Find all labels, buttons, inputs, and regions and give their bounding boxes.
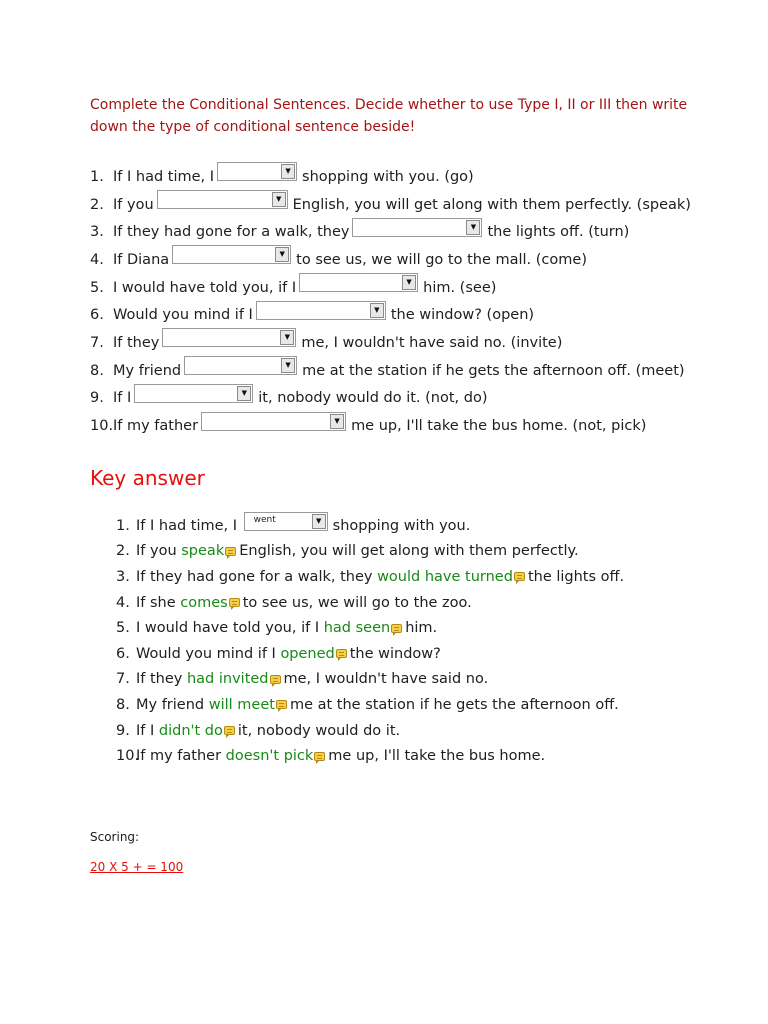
question-after-text: me up, I'll take the bus home. (not, pick)	[351, 418, 647, 435]
dropdown-selected-value: went	[253, 514, 276, 525]
answer-number: 4.	[116, 594, 130, 611]
answer-item	[116, 692, 624, 718]
answer-after-text: English, you will get along with them perfectly.	[239, 543, 579, 560]
question-item	[90, 218, 691, 246]
questions-list	[90, 163, 691, 440]
question-before-text: If I had time, I	[113, 168, 215, 185]
answer-dropdown[interactable]	[134, 384, 253, 403]
chevron-down-icon[interactable]: ▼	[402, 275, 416, 290]
question-number: 9.	[90, 390, 104, 407]
answer-after-text: me, I wouldn't have said no.	[283, 671, 489, 688]
answer-item	[116, 743, 624, 769]
answer-dropdown[interactable]	[157, 190, 288, 209]
chevron-down-icon[interactable]: ▼	[280, 330, 294, 345]
question-text	[113, 335, 562, 351]
answer-item	[116, 667, 624, 693]
question-after-text: me, I wouldn't have said no. (invite)	[301, 334, 563, 351]
question-item	[90, 274, 691, 302]
answer-number: 3.	[116, 568, 130, 585]
question-before-text: If I	[113, 390, 132, 407]
question-item	[90, 191, 691, 219]
question-number: 10.	[90, 418, 114, 435]
question-item	[90, 329, 691, 357]
comment-bubble-icon[interactable]	[391, 624, 402, 633]
answer-dropdown[interactable]	[201, 412, 346, 431]
scoring-value: 20 X 5 + = 100	[90, 860, 184, 874]
question-after-text: to see us, we will go to the mall. (come)	[296, 251, 587, 268]
scoring-label: Scoring:	[90, 830, 140, 844]
question-before-text: Would you mind if I	[113, 307, 253, 324]
answer-after-text: him.	[405, 620, 438, 637]
answer-word: would have turned	[377, 568, 513, 585]
question-text	[113, 224, 629, 240]
answer-number: 5.	[116, 620, 130, 637]
question-text	[113, 363, 685, 379]
question-text	[113, 307, 534, 323]
chevron-down-icon[interactable]: ▼	[312, 514, 326, 529]
question-item	[90, 357, 691, 385]
answer-word: didn't do	[158, 722, 223, 739]
comment-bubble-icon[interactable]	[229, 598, 240, 607]
answer-after-text: the window?	[349, 645, 441, 662]
answer-dropdown[interactable]	[162, 328, 296, 347]
answer-after-text: me at the station if he gets the afternoon off.	[289, 696, 619, 713]
chevron-down-icon[interactable]: ▼	[370, 303, 384, 318]
instructions-text: Complete the Conditional Sentences. Decide whether to use Type I, II or III then write down the type of conditional sentence beside!	[90, 97, 688, 135]
answer-after-text: me up, I'll take the bus home.	[328, 748, 546, 765]
answer-dropdown[interactable]	[352, 218, 482, 237]
answer-before-text: If you	[136, 543, 177, 560]
answer-word: had seen	[323, 620, 391, 637]
answer-after-text: to see us, we will go to the zoo.	[242, 594, 472, 611]
answer-dropdown[interactable]	[244, 512, 328, 531]
question-text	[113, 197, 691, 213]
answer-word: had invited	[186, 671, 269, 688]
question-number: 6.	[90, 307, 104, 324]
question-after-text: the window? (open)	[390, 307, 535, 324]
answers-list	[116, 513, 624, 769]
comment-bubble-icon[interactable]	[276, 700, 287, 709]
question-text	[113, 390, 487, 406]
answer-before-text: If I	[136, 722, 155, 739]
answer-number: 2.	[116, 543, 130, 560]
answer-before-text: If my father	[136, 748, 222, 765]
question-text	[113, 280, 496, 296]
chevron-down-icon[interactable]: ▼	[281, 358, 295, 373]
question-after-text: me at the station if he gets the afternoon off. (meet)	[302, 362, 685, 379]
answer-item	[116, 539, 624, 565]
comment-bubble-icon[interactable]	[225, 547, 236, 556]
question-number: 8.	[90, 362, 104, 379]
answer-after-text: shopping with you.	[332, 517, 471, 534]
answer-before-text: I would have told you, if I	[136, 620, 320, 637]
question-item	[90, 246, 691, 274]
question-item	[90, 163, 691, 191]
chevron-down-icon[interactable]: ▼	[272, 192, 286, 207]
answer-before-text: If I had time, I	[136, 517, 238, 534]
answer-dropdown[interactable]	[299, 273, 418, 292]
answer-after-text: it, nobody would do it.	[237, 722, 401, 739]
answer-word: doesn't pick	[225, 748, 314, 765]
answer-dropdown[interactable]	[184, 356, 297, 375]
answer-number: 9.	[116, 722, 130, 739]
answer-after-text: the lights off.	[527, 568, 625, 585]
key-answer-heading: Key answer	[90, 466, 205, 490]
answer-item	[116, 718, 624, 744]
question-before-text: If they had gone for a walk, they	[113, 224, 350, 241]
answer-item	[116, 564, 624, 590]
answer-item	[116, 615, 624, 641]
question-text	[113, 252, 587, 268]
question-before-text: If my father	[113, 418, 199, 435]
question-number: 1.	[90, 168, 104, 185]
question-after-text: shopping with you. (go)	[302, 168, 474, 185]
answer-number: 7.	[116, 671, 130, 688]
question-before-text: My friend	[113, 362, 182, 379]
question-before-text: If Diana	[113, 251, 170, 268]
answer-number: 10.	[116, 748, 140, 765]
answer-item	[116, 590, 624, 616]
question-after-text: it, nobody would do it. (not, do)	[258, 390, 488, 407]
comment-bubble-icon[interactable]	[224, 726, 235, 735]
question-number: 7.	[90, 334, 104, 351]
comment-bubble-icon[interactable]	[336, 649, 347, 658]
chevron-down-icon[interactable]: ▼	[466, 220, 480, 235]
question-item	[90, 301, 691, 329]
answer-before-text: If she	[136, 594, 176, 611]
question-before-text: If they	[113, 334, 160, 351]
answer-number: 6.	[116, 645, 130, 662]
question-number: 4.	[90, 251, 104, 268]
question-after-text: the lights off. (turn)	[487, 224, 630, 241]
answer-word: opened	[280, 645, 335, 662]
answer-word: comes	[180, 594, 228, 611]
question-text	[113, 418, 646, 434]
question-before-text: I would have told you, if I	[113, 279, 297, 296]
chevron-down-icon[interactable]: ▼	[330, 414, 344, 429]
answer-item	[116, 641, 624, 667]
comment-bubble-icon[interactable]	[270, 675, 281, 684]
question-item	[90, 412, 691, 440]
answer-item	[116, 513, 624, 539]
question-number: 5.	[90, 279, 104, 296]
answer-number: 1.	[116, 517, 130, 534]
answer-dropdown[interactable]	[172, 245, 291, 264]
answer-before-text: My friend	[136, 696, 205, 713]
question-number: 2.	[90, 196, 104, 213]
answer-before-text: If they	[136, 671, 183, 688]
answer-word: speak	[181, 543, 225, 560]
question-number: 3.	[90, 224, 104, 241]
answer-dropdown[interactable]	[256, 301, 386, 320]
question-item	[90, 385, 691, 413]
question-after-text: English, you will get along with them perfectly. (speak)	[292, 196, 691, 213]
question-before-text: If you	[113, 196, 154, 213]
chevron-down-icon[interactable]: ▼	[281, 164, 295, 179]
answer-before-text: Would you mind if I	[136, 645, 276, 662]
answer-number: 8.	[116, 696, 130, 713]
question-after-text: him. (see)	[423, 279, 497, 296]
comment-bubble-icon[interactable]	[514, 572, 525, 581]
answer-word: will meet	[208, 696, 275, 713]
chevron-down-icon[interactable]: ▼	[237, 386, 251, 401]
answer-dropdown[interactable]	[217, 162, 297, 181]
question-text	[113, 169, 474, 185]
answer-before-text: If they had gone for a walk, they	[136, 568, 373, 585]
chevron-down-icon[interactable]: ▼	[275, 247, 289, 262]
comment-bubble-icon[interactable]	[314, 752, 325, 761]
